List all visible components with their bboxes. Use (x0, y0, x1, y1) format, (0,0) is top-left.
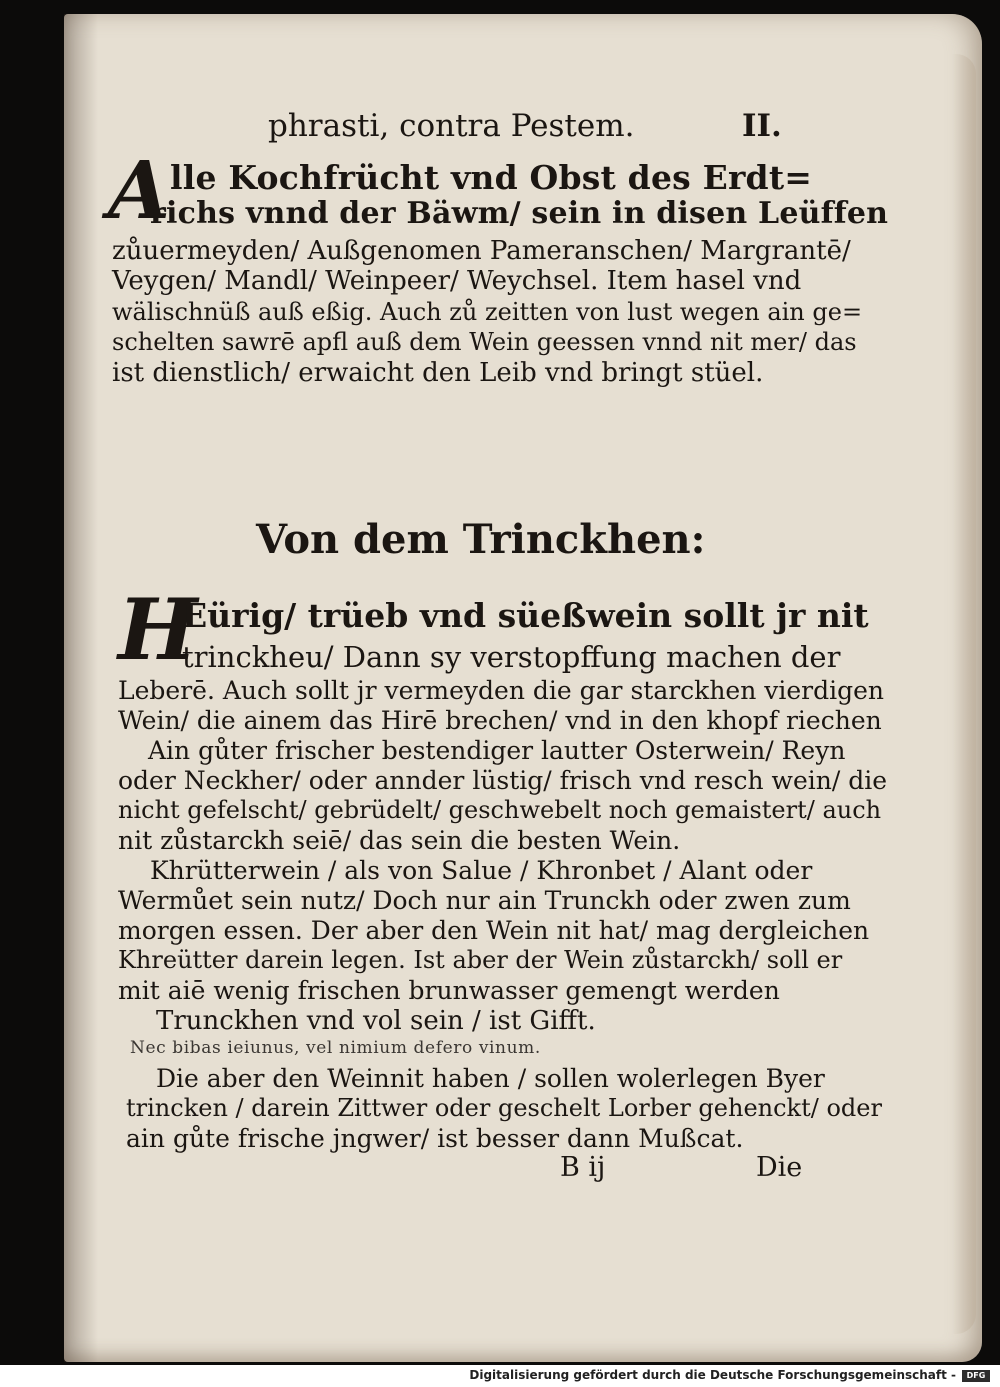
text-line: trincken / darein Zittwer oder geschelt Lorber gehenckt/ oder (126, 1094, 882, 1122)
text-line: nicht gefelscht/ gebrüdelt/ geschwebelt noch gemaistert/ auch (118, 796, 882, 824)
drop-cap-initial: H (118, 580, 198, 679)
section-heading: Von dem Trinckhen: (256, 516, 706, 563)
text-line: ain gůte frische jngwer/ ist besser dann Mußcat. (126, 1124, 744, 1153)
footer-bar (0, 1365, 1000, 1387)
folio-number: II. (742, 108, 782, 144)
text-line: Die aber den Weinnit haben / sollen wolerlegen Byer (156, 1064, 825, 1093)
text-line: Wein/ die ainem das Hirē brechen/ vnd in den khopf riechen (118, 706, 882, 735)
text-line: mit aiē wenig frischen brunwasser gemengt werden (118, 976, 780, 1005)
text-line: morgen essen. Der aber den Wein nit hat/ mag dergleichen (118, 916, 870, 945)
text-line: richs vnnd der Bäwm/ sein in disen Leüffen (150, 196, 889, 231)
drop-cap-initial: A (108, 143, 171, 237)
text-line: Leberē. Auch sollt jr vermeyden die gar starckhen vierdigen (118, 676, 885, 705)
text-line: oder Neckher/ oder annder lüstig/ frisch vnd resch wein/ die (118, 766, 888, 795)
catchword: Die (756, 1152, 803, 1183)
running-title: phrasti, contra Pestem. (268, 108, 635, 144)
text-line: lle Kochfrücht vnd Obst des Erdt= (170, 158, 813, 197)
text-line: Khreütter darein legen. Ist aber der Wein zůstarckh/ soll er (118, 946, 843, 974)
text-line: Veygen/ Mandl/ Weinpeer/ Weychsel. Item hasel vnd (112, 266, 802, 296)
text-line: wälischnüß auß eßig. Auch zů zeitten von lust wegen ain ge= (112, 298, 863, 326)
text-line: Eürig/ trüeb vnd süeßwein sollt jr nit (182, 596, 869, 635)
text-line: nit zůstarckh seiē/ das sein die besten Wein. (118, 826, 681, 855)
spine-shadow (64, 14, 98, 1362)
text-line: trinckheu/ Dann sy verstopffung machen der (182, 640, 841, 674)
text-line: Khrütterwein / als von Salue / Khronbet / Alant oder (150, 856, 813, 885)
dfg-logo: DFG (962, 1370, 990, 1382)
page-edge-shading (952, 54, 976, 1334)
text-line: ist dienstlich/ erwaicht den Leib vnd bringt stüel. (112, 358, 764, 388)
text-line: zůuermeyden/ Außgenomen Pameranschen/ Margrantē/ (112, 236, 851, 266)
text-line: Wermůet sein nutz/ Doch nur ain Trunckh oder zwen zum (118, 886, 851, 915)
text-line: schelten sawrē apfl auß dem Wein geessen vnnd nit mer/ das (112, 328, 857, 356)
funding-credit: Digitalisierung gefördert durch die Deutsche Forschungsgemeinschaft - (469, 1368, 956, 1382)
text-line: Trunckhen vnd vol sein / ist Gifft. (156, 1006, 596, 1036)
text-line: Ain gůter frischer bestendiger lautter Osterwein/ Reyn (148, 736, 846, 765)
latin-line: Nec bibas ieiunus, vel nimium defero vinum. (130, 1038, 541, 1058)
signature-mark: B ij (560, 1152, 606, 1183)
